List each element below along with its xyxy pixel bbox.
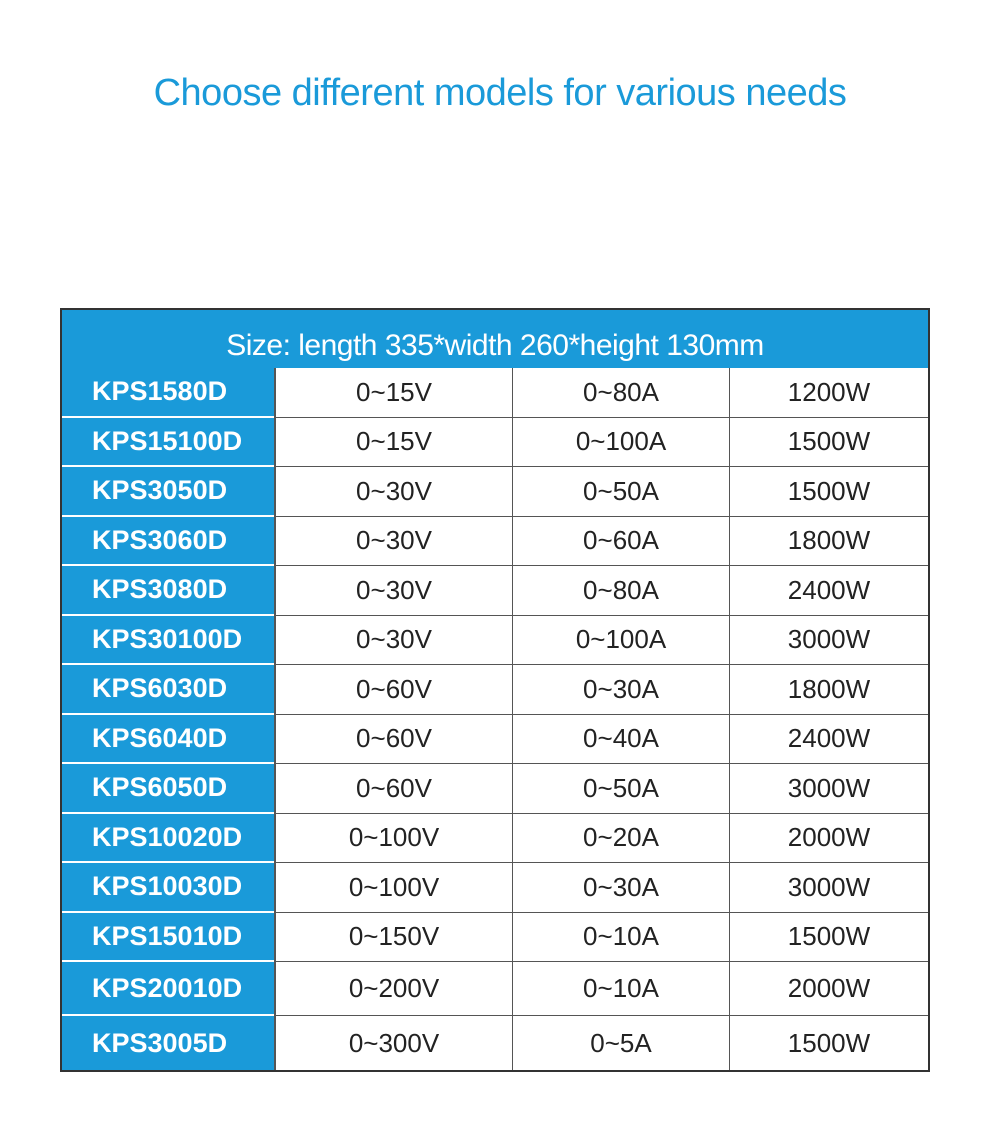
power-cell: 3000W: [729, 616, 928, 666]
power-cell: 1500W: [729, 1016, 928, 1070]
current-cell: 0~10A: [512, 962, 729, 1016]
model-cell: KPS3060D: [62, 517, 274, 567]
table-row: [62, 1016, 928, 1070]
size-banner: Size: length 335*width 260*height 130mm: [62, 310, 928, 368]
power-cell: 3000W: [729, 863, 928, 913]
power-cell: 2400W: [729, 715, 928, 765]
current-cell: 0~30A: [512, 863, 729, 913]
table-row: [62, 616, 928, 666]
table-row: [62, 863, 928, 913]
current-cell: 0~50A: [512, 764, 729, 814]
model-cell: KPS3080D: [62, 566, 274, 616]
table-row: [62, 913, 928, 963]
voltage-cell: 0~100V: [274, 863, 512, 913]
current-cell: 0~20A: [512, 814, 729, 864]
table-row: [62, 467, 928, 517]
table-row: [62, 517, 928, 567]
voltage-cell: 0~30V: [274, 566, 512, 616]
current-cell: 0~80A: [512, 368, 729, 418]
table-row: [62, 715, 928, 765]
power-cell: 3000W: [729, 764, 928, 814]
spec-rows: [62, 368, 928, 1070]
table-row: [62, 665, 928, 715]
model-spec-table: [60, 308, 930, 1072]
power-cell: 1500W: [729, 467, 928, 517]
voltage-cell: 0~60V: [274, 764, 512, 814]
voltage-cell: 0~15V: [274, 418, 512, 468]
table-row: [62, 368, 928, 418]
model-cell: KPS6030D: [62, 665, 274, 715]
power-cell: 1800W: [729, 665, 928, 715]
power-cell: 2000W: [729, 814, 928, 864]
voltage-cell: 0~200V: [274, 962, 512, 1016]
model-cell: KPS20010D: [62, 962, 274, 1016]
model-cell: KPS15010D: [62, 913, 274, 963]
voltage-cell: 0~100V: [274, 814, 512, 864]
voltage-cell: 0~60V: [274, 715, 512, 765]
current-cell: 0~10A: [512, 913, 729, 963]
current-cell: 0~100A: [512, 616, 729, 666]
power-cell: 1500W: [729, 418, 928, 468]
current-cell: 0~40A: [512, 715, 729, 765]
power-cell: 1200W: [729, 368, 928, 418]
current-cell: 0~100A: [512, 418, 729, 468]
table-row: [62, 566, 928, 616]
model-cell: KPS15100D: [62, 418, 274, 468]
model-cell: KPS6040D: [62, 715, 274, 765]
table-row: [62, 962, 928, 1016]
model-cell: KPS10030D: [62, 863, 274, 913]
current-cell: 0~50A: [512, 467, 729, 517]
current-cell: 0~60A: [512, 517, 729, 567]
table-row: [62, 764, 928, 814]
voltage-cell: 0~30V: [274, 517, 512, 567]
voltage-cell: 0~150V: [274, 913, 512, 963]
page-title: Choose different models for various needs: [153, 72, 847, 114]
voltage-cell: 0~15V: [274, 368, 512, 418]
power-cell: 2000W: [729, 962, 928, 1016]
table-row: [62, 814, 928, 864]
model-cell: KPS1580D: [62, 368, 274, 418]
model-cell: KPS3050D: [62, 467, 274, 517]
current-cell: 0~80A: [512, 566, 729, 616]
model-cell: KPS3005D: [62, 1016, 274, 1070]
current-cell: 0~5A: [512, 1016, 729, 1070]
power-cell: 2400W: [729, 566, 928, 616]
model-cell: KPS30100D: [62, 616, 274, 666]
model-cell: KPS10020D: [62, 814, 274, 864]
voltage-cell: 0~30V: [274, 467, 512, 517]
voltage-cell: 0~300V: [274, 1016, 512, 1070]
power-cell: 1800W: [729, 517, 928, 567]
power-cell: 1500W: [729, 913, 928, 963]
voltage-cell: 0~30V: [274, 616, 512, 666]
current-cell: 0~30A: [512, 665, 729, 715]
voltage-cell: 0~60V: [274, 665, 512, 715]
table-row: [62, 418, 928, 468]
model-cell: KPS6050D: [62, 764, 274, 814]
